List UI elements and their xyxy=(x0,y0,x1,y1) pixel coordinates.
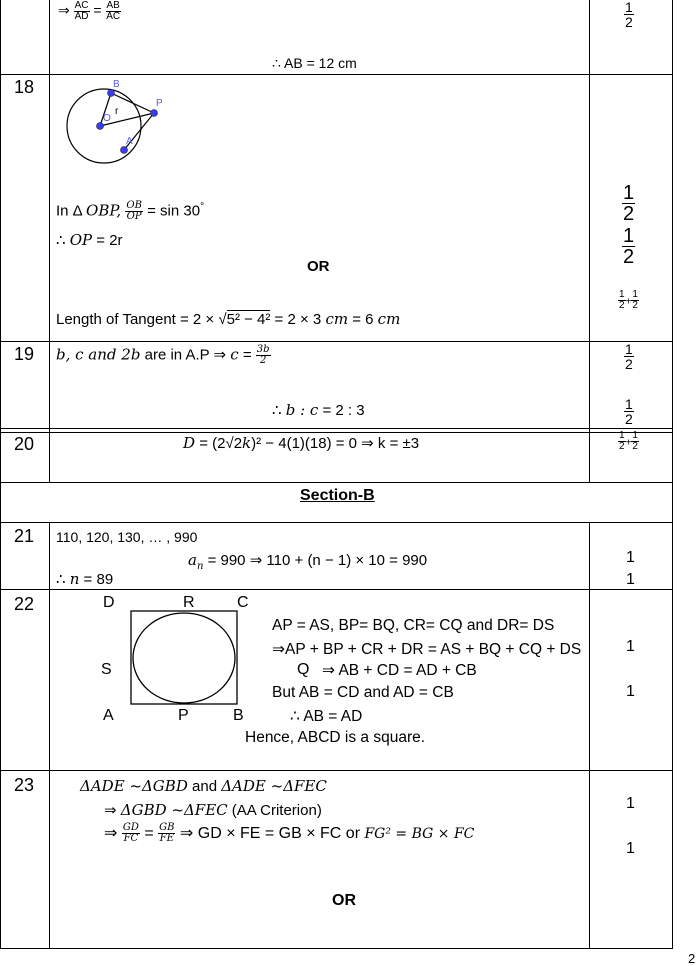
inscribed-circle-square-figure xyxy=(130,610,240,706)
square xyxy=(131,611,237,704)
circle xyxy=(67,89,141,163)
q23-line-1: ΔADE ~ΔGBD and ΔADE ~ΔFEC xyxy=(80,777,327,795)
or-heading: OR xyxy=(332,892,356,909)
label-b: B xyxy=(113,79,120,90)
question-number: 23 xyxy=(14,775,35,795)
q19-mark-1: $\frac{1}{2}$ xyxy=(625,341,633,372)
label-p: P xyxy=(178,707,189,724)
q22-line-1: AP = AS, BP= BQ, CR= CQ and DR= DS xyxy=(272,617,555,634)
q22-mark-2: 1 xyxy=(626,683,635,700)
q18-tangent-length: Length of Tangent = 2 × √5² − 4² = 2 × 3 cm = 6 cm xyxy=(56,310,401,328)
q23-mark-2: 1 xyxy=(626,840,635,857)
question-number: 20 xyxy=(14,434,35,454)
q18-op-line: ∴ OP = 2r xyxy=(56,231,123,249)
3b-over-2: $\frac{3b}{2}$ xyxy=(256,344,270,366)
q23-line-2: ⇒ ΔGBD ~ΔFEC (AA Criterion) xyxy=(104,801,322,819)
q18-mark-1: $\frac{1}{2}$ xyxy=(623,182,635,225)
q20-discriminant: D = (2√2k)² − 4(1)(18) = 0 ⇒ k = ±3 xyxy=(183,434,420,452)
tangent-circle-figure xyxy=(60,78,172,168)
section-heading: Section-B xyxy=(300,487,375,504)
q17-mark: $\frac{1}{2}$ xyxy=(625,0,633,30)
label-a: A xyxy=(126,136,133,147)
label-s: S xyxy=(101,661,112,678)
or-heading: OR xyxy=(307,258,330,275)
question-number: 21 xyxy=(14,526,35,546)
question-number: 18 xyxy=(14,77,35,97)
label-c: C xyxy=(237,594,249,611)
q20-mark: $\frac{1}{2}$ + $\frac{1}{2}$ xyxy=(619,430,638,452)
q18-mark-3: $\frac{1}{2}$ + $\frac{1}{2}$ xyxy=(619,289,638,311)
q22-line-3: ⇒ AB + CD = AD + CB xyxy=(322,662,477,679)
label-p: P xyxy=(156,98,163,109)
point-p xyxy=(151,110,158,117)
ob-over-op: $\frac{OB}{OP}$ xyxy=(126,200,142,222)
q19-ratio: ∴ b : c = 2 : 3 xyxy=(272,401,365,419)
label-r: r xyxy=(115,106,119,117)
point-a xyxy=(121,147,128,154)
q19-mark-2: $\frac{1}{2}$ xyxy=(625,396,633,427)
label-r: R xyxy=(183,594,195,611)
q21-n-value: ∴ n = 89 xyxy=(56,570,114,588)
question-number: 19 xyxy=(14,344,35,364)
q21-mark-2: 1 xyxy=(626,571,635,588)
q22-line-5: ∴ AB = AD xyxy=(290,708,363,725)
q18-mark-2: $\frac{1}{2}$ xyxy=(623,225,635,268)
q17-result: ∴ AB = 12 cm xyxy=(272,55,357,71)
label-a: A xyxy=(103,707,114,724)
q23-line-3: ⇒ $\frac{GD}{FC}$ = $\frac{GB}{FE}$ ⇒ GD × FE = GB × FC or FG² = BG × FC xyxy=(104,822,475,845)
point-b xyxy=(108,90,115,97)
page-number: 2 xyxy=(688,951,696,966)
q21-sequence: 110, 120, 130, … , 990 xyxy=(56,529,198,545)
ac-over-ad: $\frac{AC}{AD}$ xyxy=(74,0,89,22)
label-o: O xyxy=(103,113,111,124)
gd-over-fc: $\frac{GD}{FC}$ xyxy=(122,822,139,845)
q22-line-4: But AB = CD and AD = CB xyxy=(272,684,454,701)
q22-mark-1: 1 xyxy=(626,638,635,655)
q17-ratio: ⇒ $\frac{AC}{AD}$ = $\frac{AB}{AC}$ xyxy=(58,0,121,22)
question-number: 22 xyxy=(14,594,35,614)
label-q: Q xyxy=(297,661,310,678)
label-d: D xyxy=(103,594,115,611)
q23-mark-1: 1 xyxy=(626,795,635,812)
q18-in-triangle: In Δ OBP, $\frac{OB}{OP}$ = sin 30° xyxy=(56,200,205,222)
q19-ap-line: b, c and 2b are in A.P ⇒ c = $\frac{3b}{2}$ xyxy=(56,344,270,366)
q21-mark-1: 1 xyxy=(626,549,635,566)
gb-over-fe: $\frac{GB}{FE}$ xyxy=(159,822,175,845)
q22-line-2: ⇒AP + BP + CR + DR = AS + BQ + CQ + DS xyxy=(272,641,582,658)
q21-nth-term: $a_n = 990$ ⇒ 110 + (n − 1) × 10 = 990 xyxy=(188,551,428,572)
label-b: B xyxy=(233,707,244,724)
ab-over-ac: $\frac{AB}{AC}$ xyxy=(106,0,121,22)
q22-line-6: Hence, ABCD is a square. xyxy=(245,729,426,746)
incircle xyxy=(133,613,235,703)
